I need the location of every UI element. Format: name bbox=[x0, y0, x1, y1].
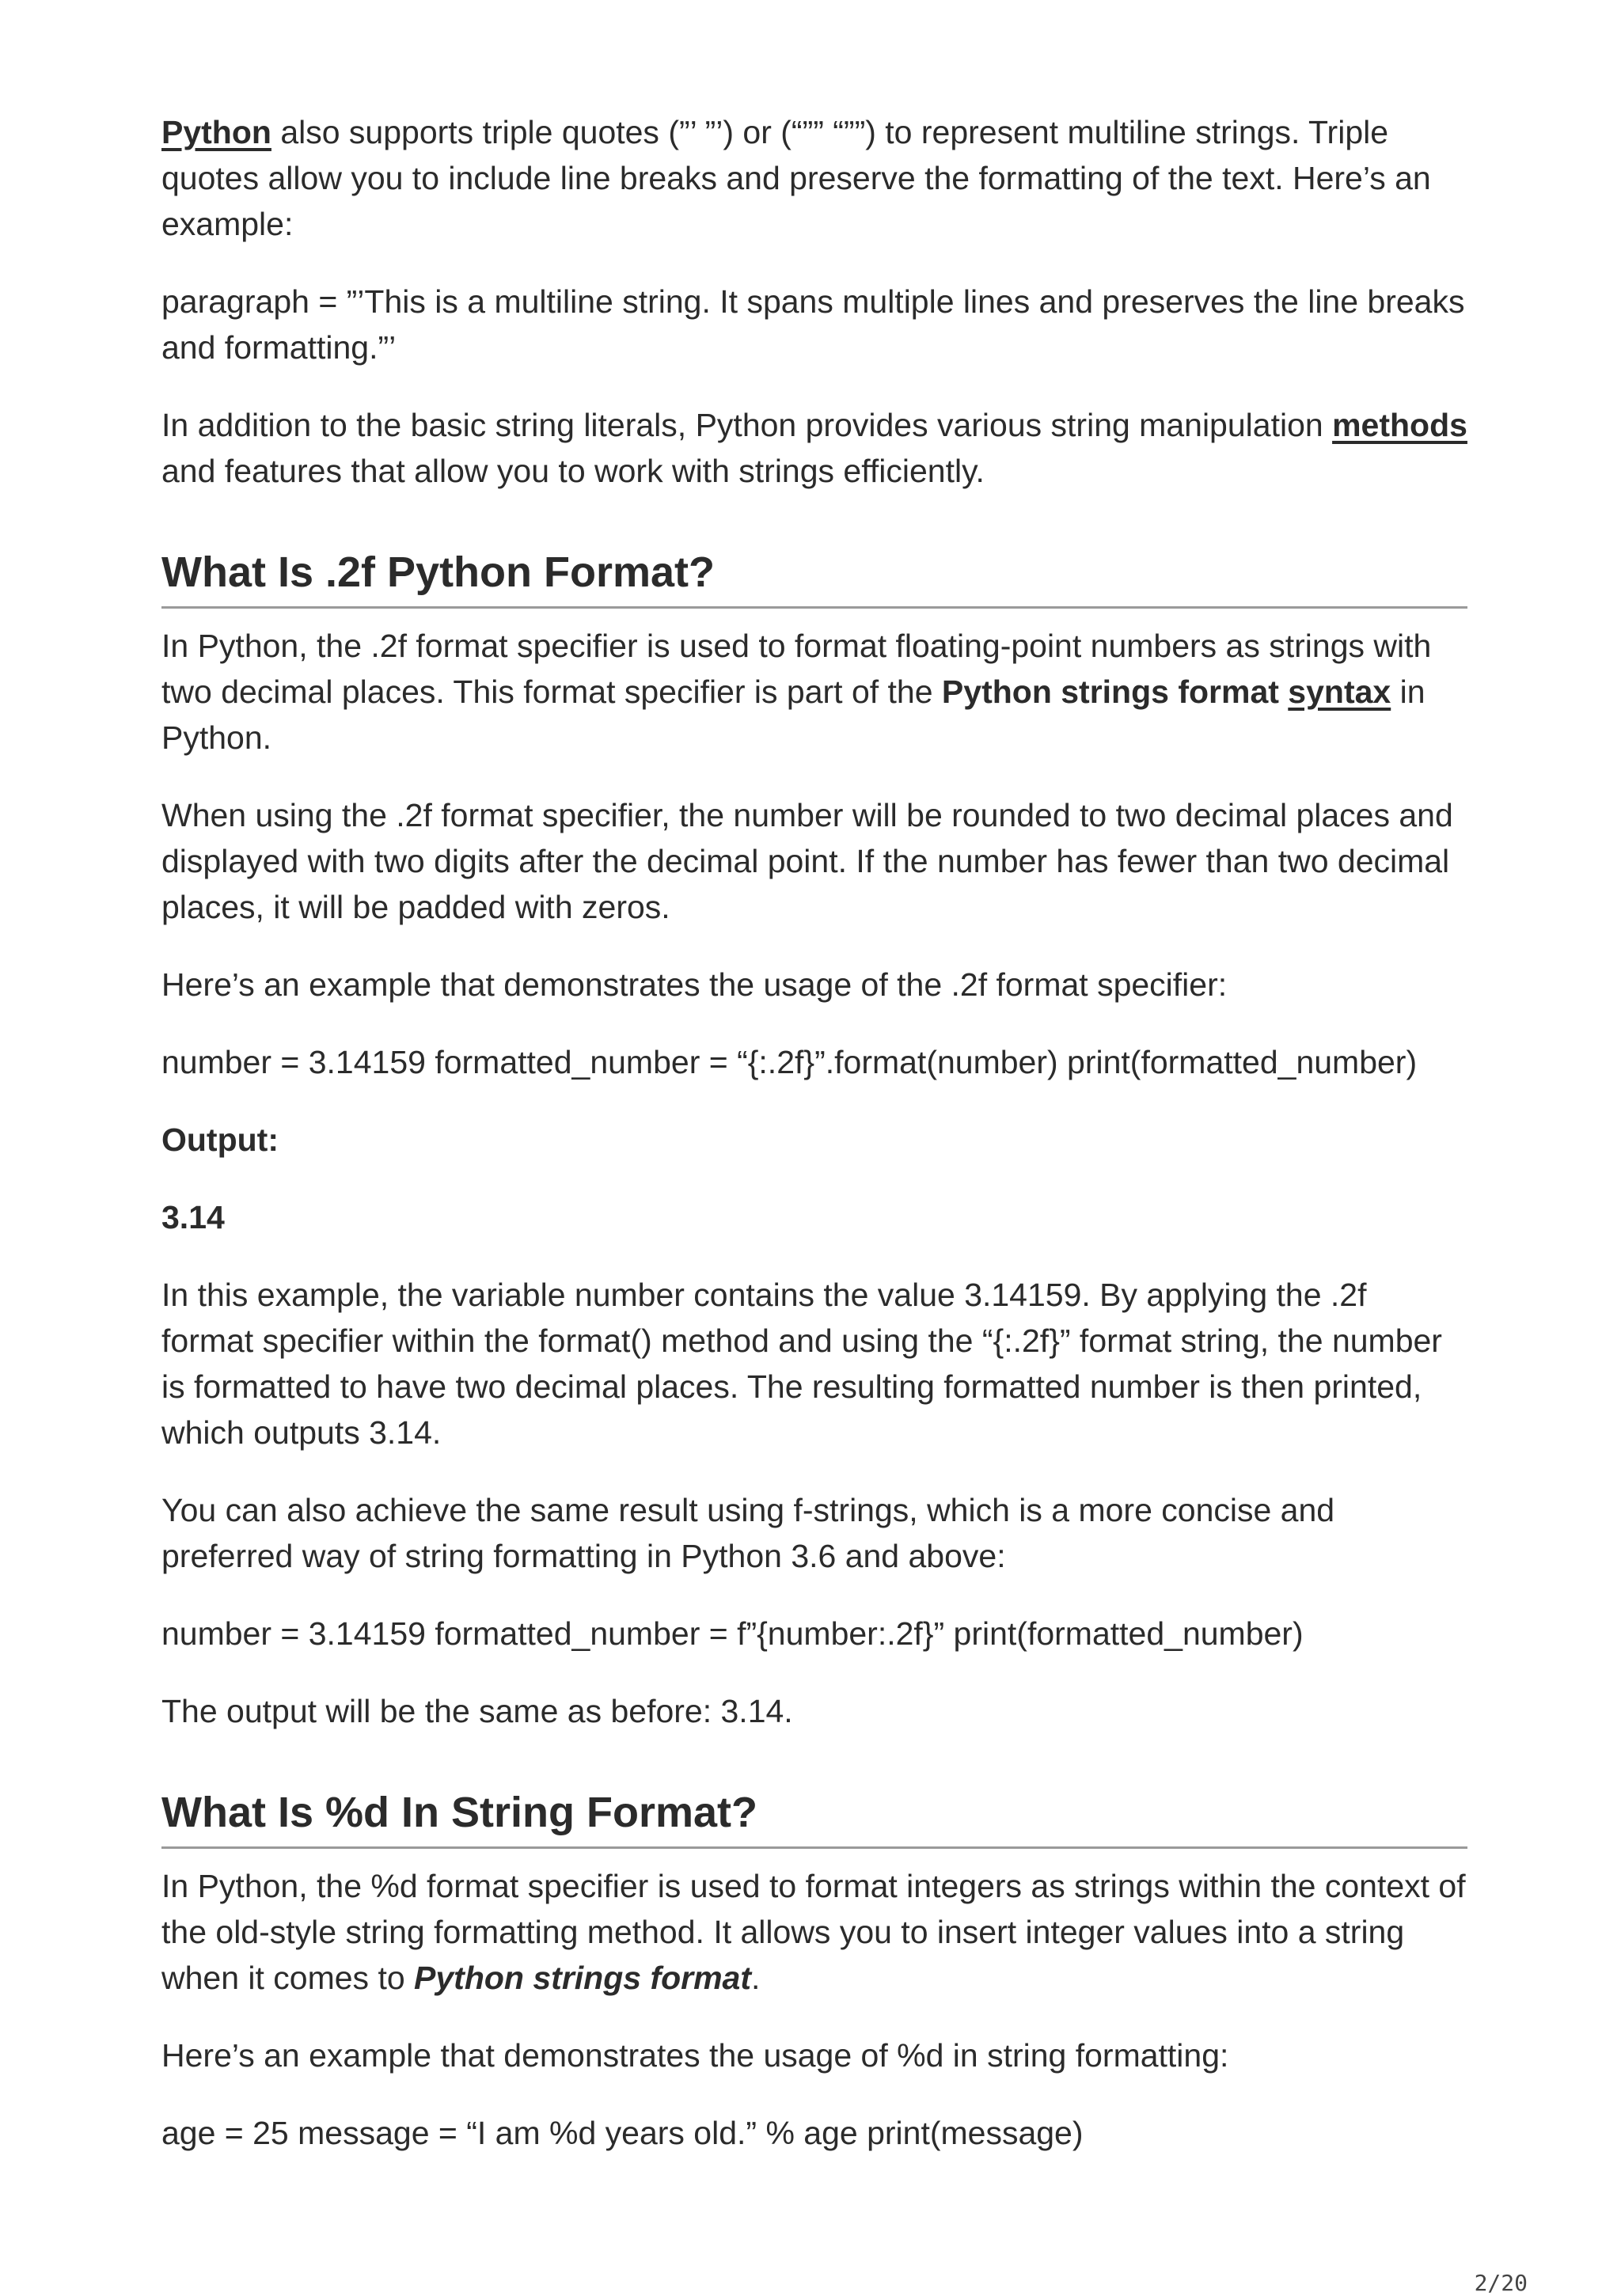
section2-paragraph-1 bbox=[161, 1863, 1467, 2001]
section1-paragraph-3: Here’s an example that demonstrates the usage of the .2f format specifier: bbox=[161, 966, 1228, 1003]
intro-paragraph-1-text: also supports triple quotes (”’ ”’) or (“”” “””) to represent multiline strings. Triple quotes allow you to include line breaks and preserve the formatting of the text. Here’s an example: bbox=[161, 114, 1431, 242]
python-strings-format-italic: Python strings format bbox=[414, 1960, 752, 1996]
output-label-text: Output: bbox=[161, 1121, 279, 1158]
section2-paragraph-1-after: . bbox=[751, 1960, 761, 1996]
page-number: 2/20 bbox=[1474, 2270, 1528, 2296]
section1-paragraph-6: The output will be the same as before: 3.14. bbox=[161, 1693, 793, 1729]
section1-paragraph-2: When using the .2f format specifier, the number will be rounded to two decimal places and displayed with two digits after the decimal point. If the number has fewer than two decimal places, it will be padded with zeros. bbox=[161, 797, 1453, 925]
output-value bbox=[161, 1194, 1467, 1240]
output-value-text: 3.14 bbox=[161, 1199, 225, 1235]
code-example-format: number = 3.14159 formatted_number = “{:.2f}”.format(number) print(formatted_number) bbox=[161, 1044, 1418, 1080]
section-heading-percent-d: What Is %d In String Format? bbox=[161, 1785, 1467, 1849]
python-link[interactable]: Python bbox=[161, 114, 271, 150]
intro-paragraph-3-after: and features that allow you to work with strings efficiently. bbox=[161, 453, 985, 489]
intro-paragraph-1 bbox=[161, 109, 1467, 247]
intro-paragraph-2: paragraph = ”’This is a multiline string. It spans multiple lines and preserves the line breaks and formatting.”’ bbox=[161, 283, 1465, 366]
section2-paragraph-1-before: In Python, the %d format specifier is used to format integers as strings within the context of the old-style string formatting method. It allows you to insert integer values into a string when it comes to bbox=[161, 1868, 1466, 1996]
intro-paragraph-3 bbox=[161, 402, 1467, 494]
section2-paragraph-2: Here’s an example that demonstrates the usage of %d in string formatting: bbox=[161, 2037, 1229, 2074]
syntax-link[interactable]: syntax bbox=[1288, 674, 1391, 710]
code-example-percent-d: age = 25 message = “I am %d years old.” % age print(message) bbox=[161, 2115, 1084, 2151]
article-body bbox=[161, 109, 1467, 2188]
python-strings-format-bold-italic bbox=[414, 1960, 751, 1996]
code-example-fstring: number = 3.14159 formatted_number = f”{number:.2f}” print(formatted_number) bbox=[161, 1615, 1304, 1652]
section1-paragraph-4: In this example, the variable number contains the value 3.14159. By applying the .2f format specifier within the format() method and using the “{:.2f}” format string, the number is formatted to have two decimal places. The resulting formatted number is then printed, which outputs 3.14. bbox=[161, 1277, 1442, 1451]
section1-paragraph-5: You can also achieve the same result using f-strings, which is a more concise and preferred way of string formatting in Python 3.6 and above: bbox=[161, 1492, 1335, 1574]
section1-paragraph-1-before: In Python, the .2f format specifier is used to format floating-point numbers as strings with two decimal places. This format specifier is part of the bbox=[161, 628, 1432, 710]
section1-paragraph-1-after: in Python. bbox=[161, 674, 1425, 756]
section-heading-2f: What Is .2f Python Format? bbox=[161, 545, 1467, 609]
methods-link[interactable]: methods bbox=[1332, 407, 1467, 443]
python-strings-format-bold: Python strings format bbox=[941, 674, 1289, 710]
section1-paragraph-1 bbox=[161, 623, 1467, 761]
output-label bbox=[161, 1117, 1467, 1163]
intro-paragraph-3-before: In addition to the basic string literals, Python provides various string manipulation bbox=[161, 407, 1333, 443]
